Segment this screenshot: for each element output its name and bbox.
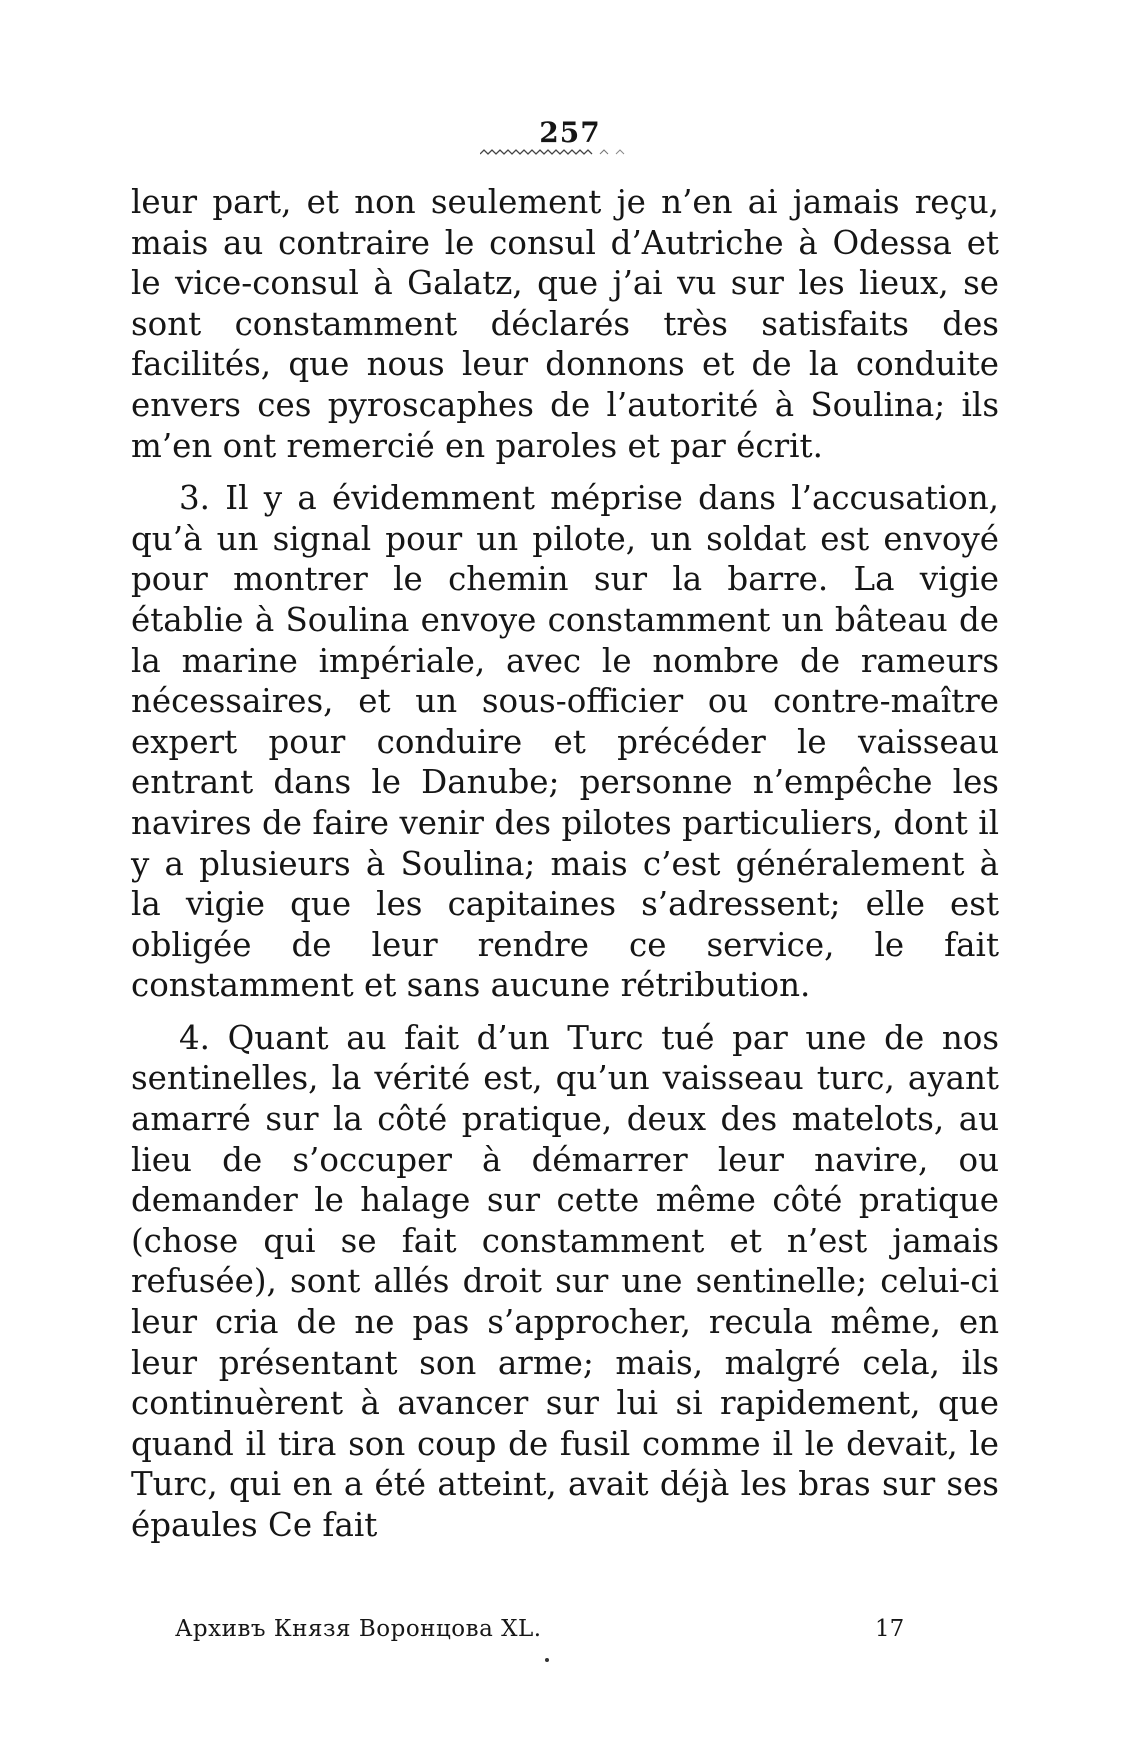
ink-speck xyxy=(545,1658,549,1662)
paragraph-point-4: 4. Quant au fait d’un Turc tué par une de nos sentinelles, la vérité est, qu’un vaisseau turc, ayant amarré sur la côté pratique, deux des matelots, au lieu de s’occuper à démarrer leur navire, ou demander le halage sur cette même côté pratique (chose qui se fait constamment et n’est jamais refusée), sont allés droit sur une sentinelle; celui-ci leur cria de ne pas s’approcher, recula même, en leur présentant son arme; mais, malgré cela, ils continuèrent à avancer sur lui si rapidement, que quand il tira son coup de fusil comme il le devait, le Turc, qui en a été atteint, avait déjà les bras sur ses épaules Ce fait xyxy=(131,1018,999,1544)
page-number: 257 xyxy=(539,116,601,149)
leaf-number: 17 xyxy=(875,1616,905,1642)
paragraph-continuation: leur part, et non seulement je n’en ai jamais reçu, mais au contraire le consul d’Autriche à Odessa et le vice-consul à Galatz, que j’ai vu sur les lieux, se sont constamment déclarés très satisfaits des facilités, que nous leur donnons et de la conduite envers ces pyroscaphes de l’autorité à Soulina; ils m’en ont remercié en paroles et par écrit. xyxy=(131,183,999,465)
wavy-rule-icon xyxy=(480,148,630,156)
ornamental-rule xyxy=(480,148,630,156)
signature-mark: Архивъ Князя Воронцова XL. xyxy=(175,1616,542,1642)
paragraph-point-3: 3. Il y a évidemment méprise dans l’accusation, qu’à un signal pour un pilote, un soldat est envoyé pour montrer le chemin sur la barre. La vigie établie à Soulina envoye constamment un bâteau de la marine impériale, avec le nombre de rameurs nécessaires, et un sous-officier ou contre-maître expert pour conduire et précéder le vaisseau entrant dans le Danube; personne n’empêche les navires de faire venir des pilotes particuliers, dont il y a plusieurs à Soulina; mais c’est généralement à la vigie que les capitaines s’adressent; elle est obligée de leur rendre ce service, le fait constamment et sans aucune rétribution. xyxy=(131,479,999,1005)
body-text xyxy=(131,182,999,1546)
